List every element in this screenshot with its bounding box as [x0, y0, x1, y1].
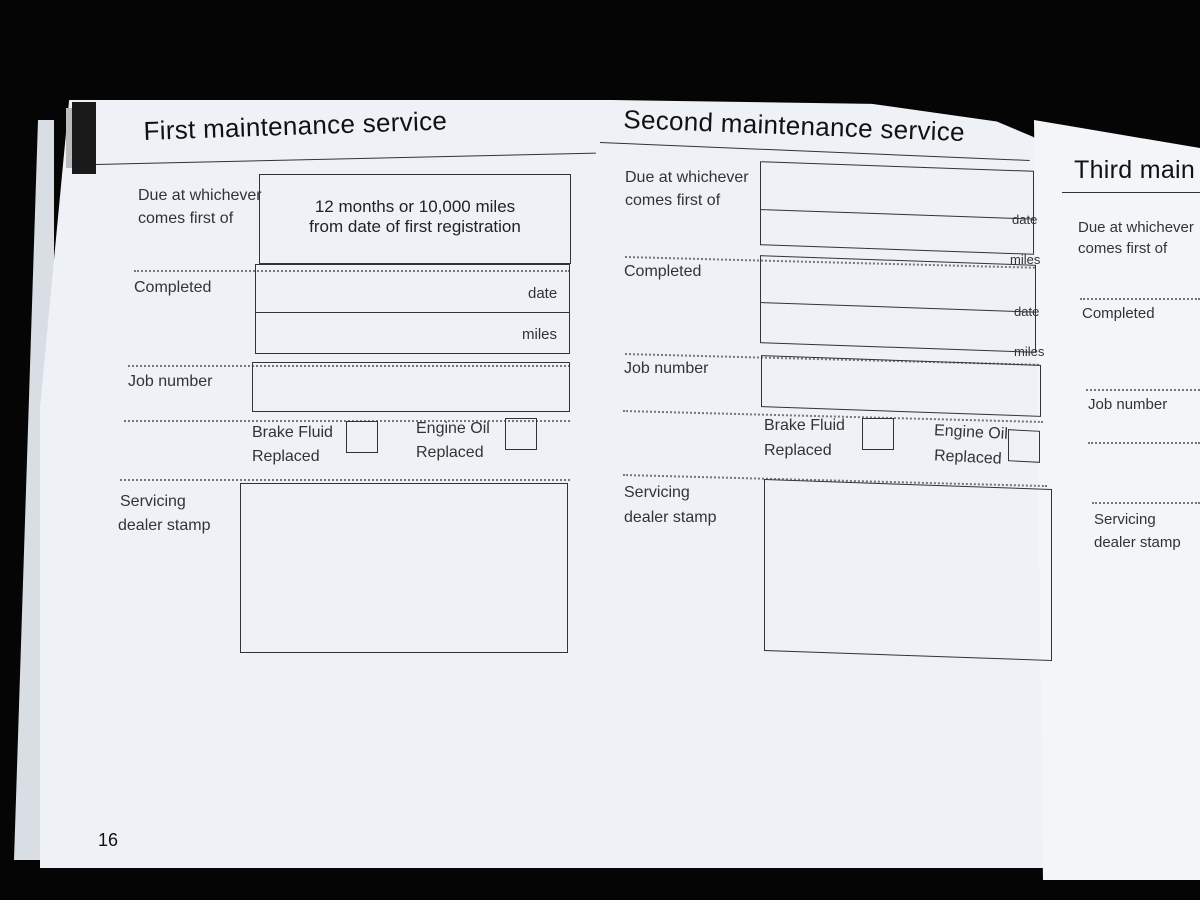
first-brake-fluid-checkbox[interactable]	[346, 421, 378, 453]
second-oil-label-2: Replaced	[933, 447, 1003, 468]
second-job-number-field[interactable]	[761, 355, 1041, 417]
third-divider-2	[1086, 389, 1200, 391]
second-dealer-stamp-box	[764, 479, 1052, 661]
second-brake-fluid-checkbox[interactable]	[862, 418, 894, 450]
third-divider-4	[1092, 502, 1200, 504]
second-due-box[interactable]	[760, 161, 1034, 255]
first-miles-label: miles	[522, 326, 558, 343]
second-brake-label-2: Replaced	[764, 442, 832, 459]
second-completed-date-label: date	[1014, 304, 1040, 319]
page-tab	[72, 102, 96, 174]
third-title-rule	[1062, 192, 1200, 193]
first-job-number-field[interactable]	[252, 362, 570, 412]
third-completed-label: Completed	[1082, 305, 1155, 322]
second-brake-label-1: Brake Fluid	[764, 417, 845, 434]
first-oil-label-2: Replaced	[416, 444, 484, 461]
first-stamp-label-2: dealer stamp	[118, 517, 211, 534]
third-stamp-label-2: dealer stamp	[1094, 534, 1181, 551]
second-job-label: Job number	[624, 360, 709, 377]
first-completed-label: Completed	[134, 279, 212, 296]
third-stamp-label-1: Servicing	[1094, 511, 1156, 528]
first-oil-label-1: Engine Oil	[416, 420, 490, 437]
second-section-title: Second maintenance service	[622, 104, 966, 148]
first-brake-label-2: Replaced	[252, 448, 320, 465]
second-stamp-label-2: dealer stamp	[624, 509, 717, 526]
first-stamp-label-1: Servicing	[120, 493, 186, 510]
third-divider-1	[1080, 298, 1200, 300]
page-number: 16	[98, 830, 119, 850]
first-due-value-line2: from date of first registration	[309, 217, 521, 236]
second-engine-oil-checkbox[interactable]	[1008, 429, 1040, 463]
first-section-title: First maintenance service	[143, 105, 448, 146]
second-completed-label: Completed	[624, 263, 702, 280]
first-due-value-line1: 12 months or 10,000 miles	[314, 197, 516, 216]
first-engine-oil-checkbox[interactable]	[505, 418, 537, 450]
first-job-label: Job number	[128, 373, 213, 390]
first-due-label-line1: Due at whichever	[138, 187, 262, 204]
first-date-label: date	[528, 285, 558, 302]
first-due-label-line2: comes first of	[138, 210, 234, 227]
second-stamp-label-1: Servicing	[624, 484, 690, 501]
third-due-label-line1: Due at whichever	[1078, 219, 1194, 236]
second-oil-label-1: Engine Oil	[933, 422, 1009, 443]
second-due-date-label: date	[1012, 212, 1038, 227]
second-completed-miles-label: miles	[1014, 344, 1045, 359]
third-job-label: Job number	[1088, 396, 1168, 413]
third-section-title: Third main	[1074, 156, 1196, 184]
second-due-miles-label: miles	[1010, 252, 1041, 267]
first-divider-4	[120, 479, 570, 481]
second-due-label-line2: comes first of	[625, 192, 721, 209]
third-due-label-line2: comes first of	[1078, 240, 1168, 257]
second-due-label-line1: Due at whichever	[625, 169, 749, 186]
first-dealer-stamp-box	[240, 483, 568, 653]
first-brake-label-1: Brake Fluid	[252, 424, 333, 441]
third-divider-3	[1088, 442, 1200, 444]
first-completed-split	[255, 312, 570, 313]
